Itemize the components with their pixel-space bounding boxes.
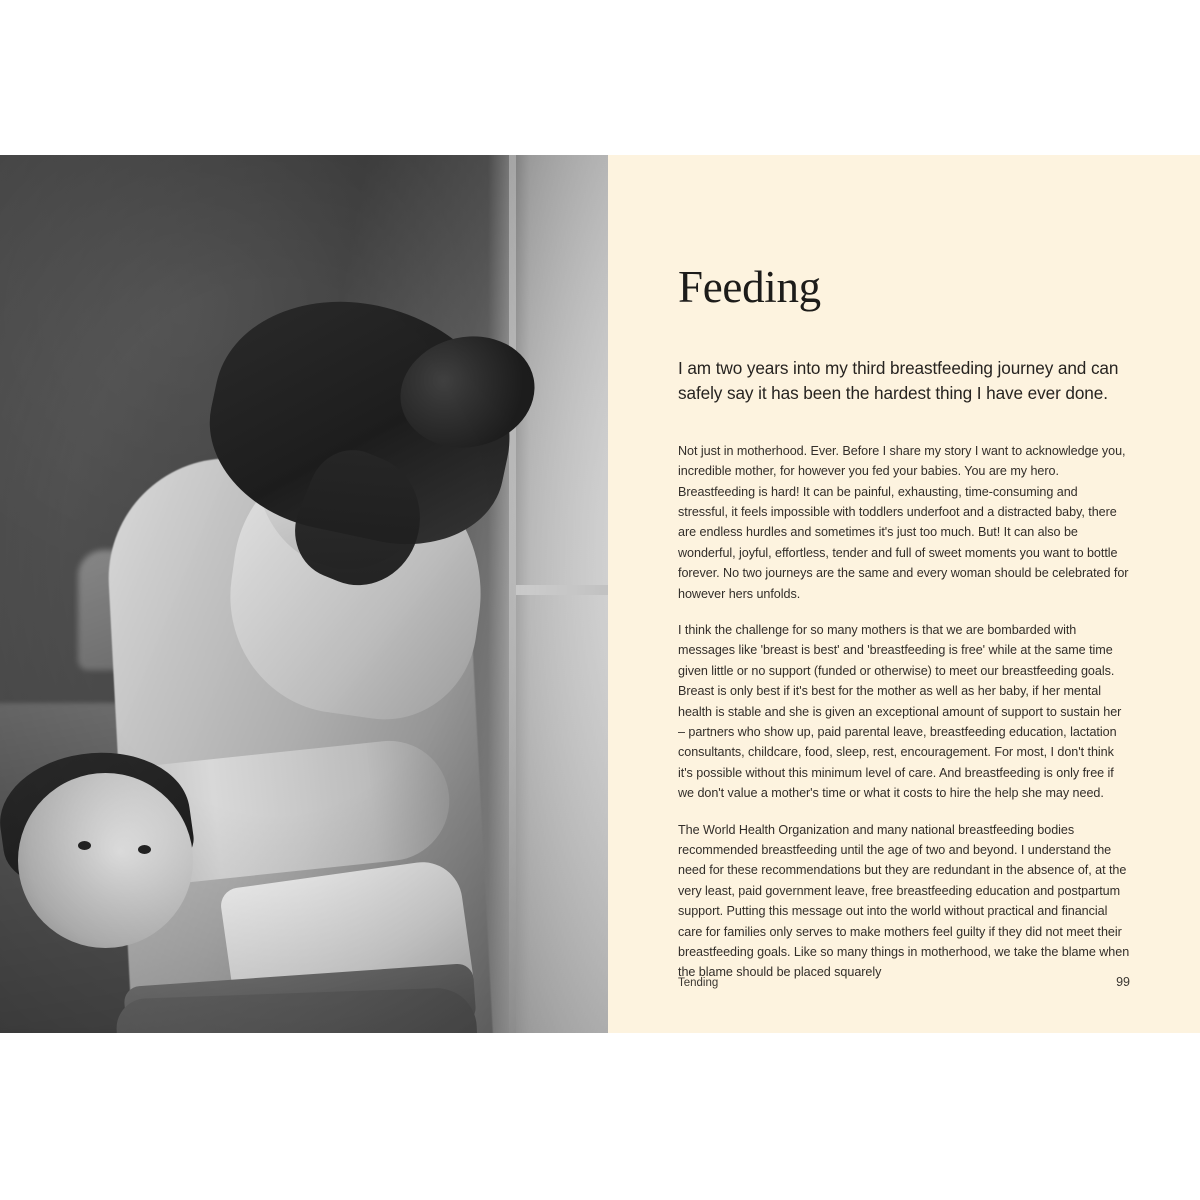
page-footer (678, 975, 1130, 989)
baby-eye-left (78, 841, 91, 850)
window-frame (509, 155, 516, 1033)
page-number: 99 (1116, 975, 1130, 989)
body-paragraph-3: The World Health Organization and many national breastfeeding bodies recommended breastfeeding until the age of two and beyond. I understand the need for these recommendations but they are redundant in the absence of, at the very least, paid government leave, free breastfeeding education and postpartum support. Putting this message out into the world without practical and financial care for families only serves to make mothers feel guilty if they did not meet their breastfeeding goals. Like so many things in motherhood, we take the blame when the blame should be placed squarely (678, 822, 1130, 980)
standfirst-paragraph: I am two years into my third breastfeeding journey and can safely say it has been the hardest thing I have ever done. (678, 358, 1119, 404)
book-spread (0, 155, 1200, 1033)
chapter-title: Feeding (678, 262, 821, 312)
photo-page (0, 155, 608, 1033)
body-paragraph-2: I think the challenge for so many mothers is that we are bombarded with messages like 'breast is best' and 'breastfeeding is free' while at the same time given little or no support (funded or otherwise) to meet our breastfeeding goals. Breast is only best if it's best for the mother as well as her baby, if her mental health is stable and she is given an exceptional amount of support to sustain her – partners who show up, paid parental leave, breastfeeding education, lactation consultants, childcare, food, sleep, rest, encouragement. For most, I don't think it's possible without this minimum level of care. And breastfeeding is only free if we don't value a mother's time or what it costs to hire the help she may need. (678, 623, 1122, 801)
text-page (608, 155, 1200, 1033)
body-paragraph-1: Not just in motherhood. Ever. Before I share my story I want to acknowledge you, incredible mother, for however you fed your babies. You are my hero. Breastfeeding is hard! It can be painful, exhausting, time-consuming and stressful, it feels impossible with toddlers underfoot and a distracted baby, there are endless hurdles and sometimes it's just too much. But! It can also be wonderful, joyful, effortless, tender and full of sweet moments you want to bottle forever. No two journeys are the same and every woman should be celebrated for however hers unfolds. (678, 443, 1129, 601)
photograph (0, 155, 608, 1033)
window-sill (516, 585, 608, 595)
baby-head (18, 773, 193, 948)
baby-eye-right (138, 845, 151, 854)
running-head-book-title: Tending (678, 977, 719, 989)
